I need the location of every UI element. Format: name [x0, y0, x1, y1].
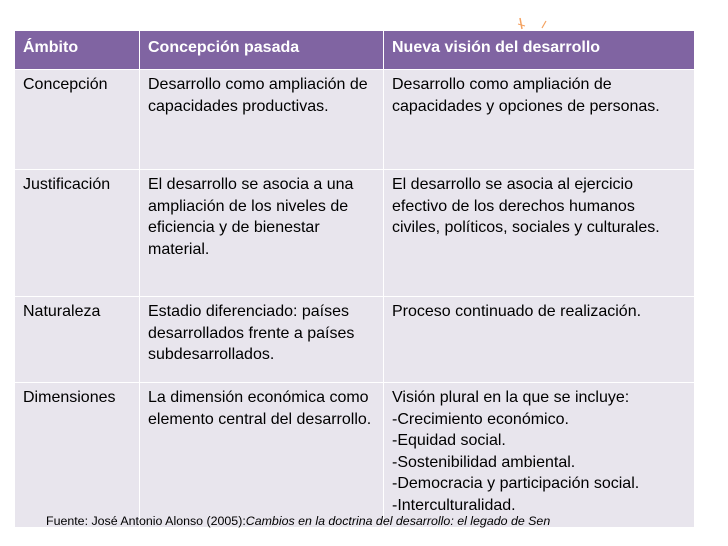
- cell-line: -Interculturalidad.: [392, 496, 516, 514]
- cell-ambito: Concepción: [15, 70, 140, 170]
- header-concepcion-pasada: Concepción pasada: [140, 31, 384, 70]
- cell-concepcion-pasada: El desarrollo se asocia a una ampliación de los niveles de eficiencia y de bienestar material.: [140, 170, 384, 297]
- header-nueva-vision: Nueva visión del desarrollo: [384, 31, 695, 70]
- table-header-row: [15, 31, 695, 70]
- cell-line: Visión plural en la que se incluye:: [392, 389, 630, 406]
- table-row: [15, 383, 695, 528]
- source-prefix: Fuente: José Antonio Alonso (2005):: [46, 514, 246, 528]
- cell-line: -Sostenibilidad ambiental.: [392, 453, 576, 471]
- cell-line: Proceso continuado de realización.: [392, 303, 642, 320]
- cell-nueva-vision: [384, 70, 695, 170]
- cell-line: Desarrollo como ampliación de capacidades y opciones de personas.: [392, 76, 660, 115]
- cell-ambito: Justificación: [15, 170, 140, 297]
- header-ambito: Ámbito: [15, 31, 140, 70]
- cell-concepcion-pasada: La dimensión económica como elemento central del desarrollo.: [140, 383, 384, 528]
- cell-concepcion-pasada: Estadio diferenciado: países desarrollados frente a países subdesarrollados.: [140, 297, 384, 383]
- source-title: Cambios en la doctrina del desarrollo: el legado de Sen: [245, 514, 551, 528]
- cell-concepcion-pasada: Desarrollo como ampliación de capacidades productivas.: [140, 70, 384, 170]
- development-comparison-table: [14, 30, 695, 528]
- cell-line: -Democracia y participación social.: [392, 475, 640, 492]
- cell-ambito: Naturaleza: [15, 297, 140, 383]
- cell-ambito: Dimensiones: [15, 383, 140, 528]
- table-row: [15, 70, 695, 170]
- cell-line: -Equidad social.: [392, 432, 506, 449]
- cell-line: -Crecimiento económico.: [392, 410, 569, 428]
- source-citation: [46, 514, 550, 528]
- cell-nueva-vision: [384, 170, 695, 297]
- cell-line: El desarrollo se asocia al ejercicio efectivo de los derechos humanos civiles, políticos, sociales y culturales.: [392, 176, 660, 236]
- cell-nueva-vision: [384, 383, 695, 528]
- table-row: [15, 297, 695, 383]
- cell-nueva-vision: [384, 297, 695, 383]
- table-row: [15, 170, 695, 297]
